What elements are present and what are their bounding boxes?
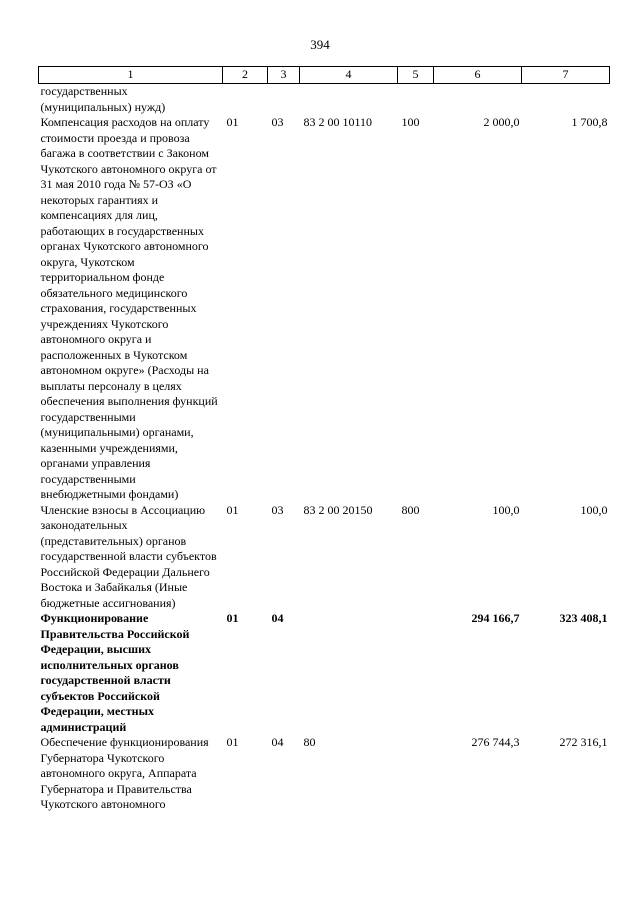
row-section: 01 xyxy=(226,115,239,129)
table-row xyxy=(39,503,610,612)
table-row xyxy=(39,735,610,813)
row-expense-type: 800 xyxy=(401,502,420,517)
row-section xyxy=(223,84,268,116)
row-description: Членские взносы в Ассоциацию законодательных (представительных) органов государственной власти субъектов Российской Федерации Дальнего Востока и Забайкалья (Иные бюджетные ассигнования) xyxy=(40,502,217,610)
table-header xyxy=(39,67,610,84)
header-cell: 1 xyxy=(39,67,223,84)
budget-table xyxy=(38,66,610,813)
row-amount-1: 294 166,7 xyxy=(471,611,520,625)
row-amount-2 xyxy=(522,84,610,116)
row-target-article xyxy=(300,611,398,735)
row-section: 01 xyxy=(226,611,239,625)
row-target-article: 83 2 00 20150 xyxy=(303,502,373,517)
row-target-article xyxy=(300,84,398,116)
row-amount-1: 276 744,3 xyxy=(471,735,520,749)
row-subsection xyxy=(268,84,300,116)
row-target-article: 80 xyxy=(303,735,316,749)
row-description: государственных (муниципальных) нужд) xyxy=(40,84,166,114)
row-section: 01 xyxy=(226,735,239,749)
header-cell: 3 xyxy=(268,67,300,84)
row-expense-type xyxy=(398,84,434,116)
row-amount-2: 100,0 xyxy=(580,502,608,517)
row-expense-type xyxy=(398,611,434,735)
row-subsection: 04 xyxy=(271,611,284,625)
row-amount-2: 272 316,1 xyxy=(559,735,608,749)
header-cell: 5 xyxy=(398,67,434,84)
row-amount-1: 100,0 xyxy=(492,502,520,517)
row-section: 01 xyxy=(226,502,239,517)
row-amount-1: 2 000,0 xyxy=(483,115,520,129)
page-number: 394 xyxy=(310,37,330,52)
row-description: Обеспечение функционирования Губернатора Чукотского автономного округа, Аппарата Губернатора и Правительства Чукотского автономного xyxy=(40,735,209,811)
row-description: Функционирование Правительства Российской Федерации, высших исполнительных органов государственной власти субъектов Российской Федерации, местных администраций xyxy=(40,611,190,734)
table-row xyxy=(39,84,610,116)
row-description: Компенсация расходов на оплату стоимости проезда и провоза багажа в соответствии с Законом Чукотского автономного округа от 31 мая 2010 года № 57-ОЗ «О некоторых гарантиях и компенсациях для лиц, работающих в государственных органах Чукотского автономного округа, Чукотском территориальном фонде обязательного медицинского страхования, государственных учреждениях Чукотского автономного округа и расположенных в Чукотском автономном округе» (Расходы на выплаты персоналу в целях обеспечения выполнения функций государственными (муниципальными) органами, казенными учреждениями, органами управления государственными внебюджетными фондами) xyxy=(40,115,218,501)
row-subsection: 04 xyxy=(271,735,284,749)
row-expense-type: 100 xyxy=(401,115,420,129)
header-cell: 6 xyxy=(434,67,522,84)
table-row xyxy=(39,115,610,503)
row-target-article: 83 2 00 10110 xyxy=(303,115,373,129)
row-expense-type xyxy=(398,735,434,813)
row-subsection: 03 xyxy=(271,502,284,517)
row-amount-1 xyxy=(434,84,522,116)
row-subsection: 03 xyxy=(271,115,284,129)
table-row xyxy=(39,611,610,735)
header-cell: 7 xyxy=(522,67,610,84)
row-amount-2: 1 700,8 xyxy=(571,115,608,129)
header-cell: 4 xyxy=(300,67,398,84)
header-cell: 2 xyxy=(223,67,268,84)
row-amount-2: 323 408,1 xyxy=(559,611,608,625)
